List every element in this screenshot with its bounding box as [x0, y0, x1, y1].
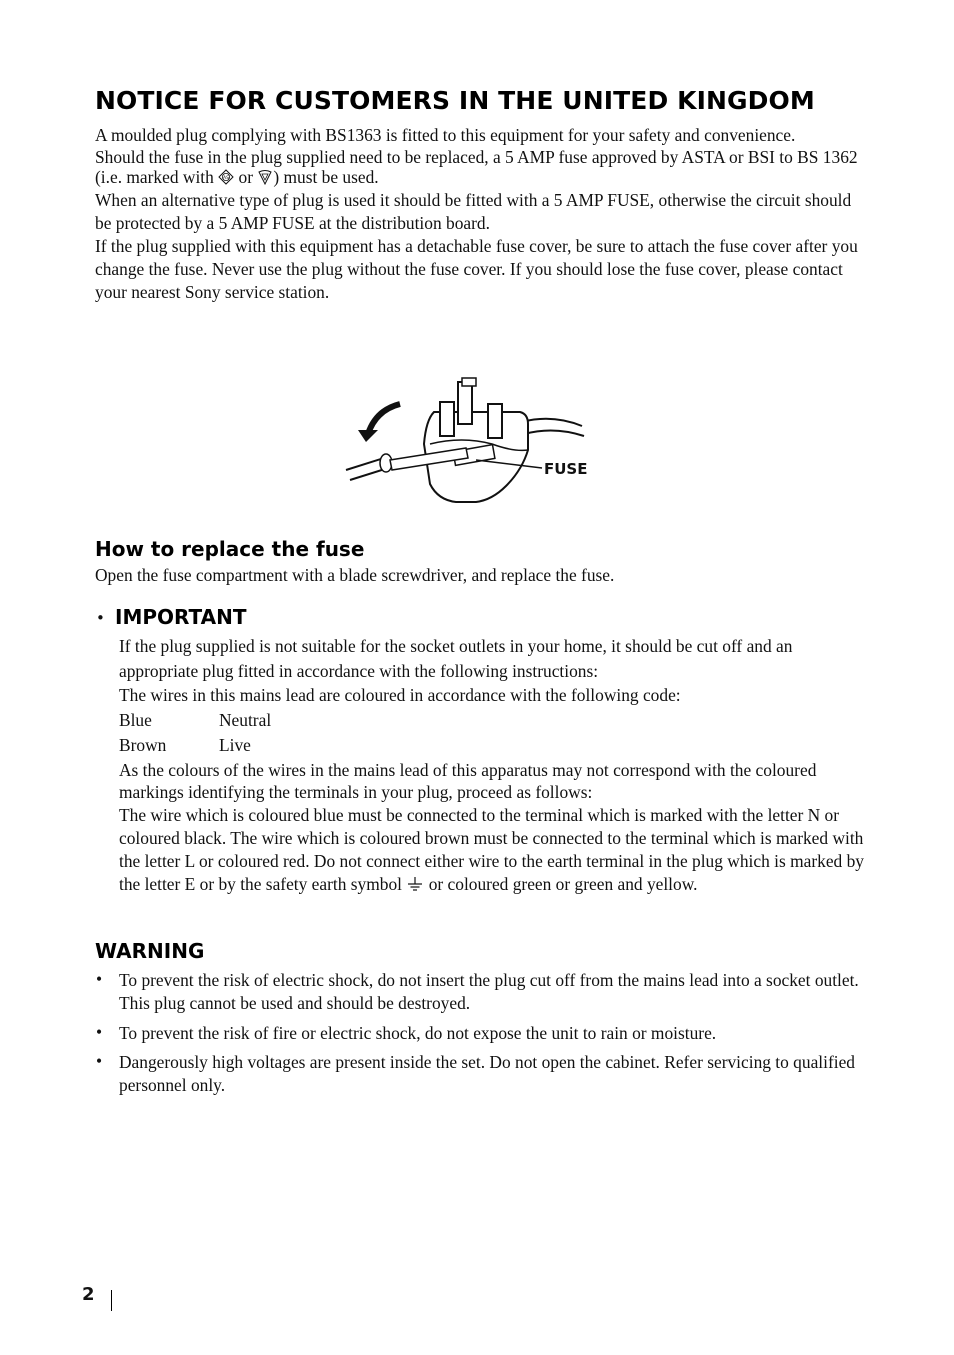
- important-paragraph-1: If the plug supplied is not suitable for the socket outlets in your home, it should be cut off and an appropriate plug fitted in accordance with the following instructions:: [119, 636, 793, 681]
- warning-item-1: To prevent the risk of electric shock, do not insert the plug cut off from the mains lead into a socket outlet. This plug cannot be used and should be destroyed.: [119, 970, 859, 1013]
- page-title: NOTICE FOR CUSTOMERS IN THE UNITED KINGDOM: [95, 86, 815, 115]
- page-number: 2: [82, 1284, 95, 1305]
- bsi-kitemark-icon: [257, 169, 273, 189]
- warning-bullet-3: •: [96, 1051, 103, 1071]
- warning-heading: WARNING: [95, 939, 205, 963]
- plug-fuse-illustration: [342, 374, 592, 508]
- important-paragraph-4-text-a: The wire which is coloured blue must be connected to the terminal which is marked with the letter N or coloured black. The wire which is coloured brown must be connected to the terminal which is marked with the letter L or coloured red. Do not connect either wire to the earth terminal in the plug which is marked by the letter E or by the safety earth symbol: [119, 805, 864, 894]
- warning-bullet-2: •: [96, 1022, 103, 1042]
- svg-text:AS: AS: [223, 176, 230, 181]
- warning-item-3: Dangerously high voltages are present inside the set. Do not open the cabinet. Refer servicing to qualified personnel only.: [119, 1052, 855, 1095]
- intro-paragraph-3: When an alternative type of plug is used it should be fitted with a 5 AMP FUSE, otherwise the circuit should be protected by a 5 AMP FUSE at the distribution board.: [95, 190, 852, 233]
- plug-drawing: [342, 374, 592, 508]
- page-number-divider: [111, 1290, 112, 1311]
- code-meaning-live: Live: [219, 735, 251, 755]
- intro-paragraph-2-text-a: Should the fuse in the plug supplied need to be replaced, a 5 AMP fuse approved by ASTA or BSI to BS 1362 (i.e. marked with: [95, 147, 858, 187]
- replace-fuse-text: Open the fuse compartment with a blade screwdriver, and replace the fuse.: [95, 565, 615, 585]
- warning-item-2: To prevent the risk of fire or electric shock, do not expose the unit to rain or moisture.: [119, 1023, 717, 1043]
- intro-paragraph-4: If the plug supplied with this equipment has a detachable fuse cover, be sure to attach the fuse cover after you change the fuse. Never use the plug without the fuse cover. If you should lose the fuse cover, please contact your nearest Sony service station.: [95, 236, 858, 302]
- intro-paragraph-2: [95, 147, 865, 189]
- intro-section: [95, 124, 865, 304]
- important-paragraph-3: As the colours of the wires in the mains lead of this apparatus may not correspond with the coloured markings identifying the terminals in your plug, proceed as follows:: [119, 760, 817, 802]
- warning-bullet-1: •: [96, 969, 103, 989]
- important-paragraph-2: The wires in this mains lead are coloured in accordance with the following code:: [119, 685, 681, 705]
- code-colour-brown: Brown: [119, 735, 167, 755]
- replace-fuse-heading: How to replace the fuse: [95, 537, 365, 561]
- intro-paragraph-2-text-b: ) must be used.: [273, 167, 379, 187]
- intro-paragraph-2-text-or: or: [234, 167, 258, 187]
- important-bullet: •: [96, 609, 105, 627]
- important-paragraph-4: [119, 804, 864, 898]
- important-paragraph-4-text-b: or coloured green or green and yellow.: [424, 874, 698, 894]
- important-heading: IMPORTANT: [115, 605, 247, 629]
- intro-paragraph-1: A moulded plug complying with BS1363 is fitted to this equipment for your safety and convenience.: [95, 125, 796, 145]
- asta-mark-icon: [218, 169, 234, 189]
- earth-symbol-icon: [406, 875, 424, 898]
- fuse-label: FUSE: [544, 460, 588, 478]
- code-colour-blue: Blue: [119, 710, 152, 730]
- code-meaning-neutral: Neutral: [219, 710, 272, 730]
